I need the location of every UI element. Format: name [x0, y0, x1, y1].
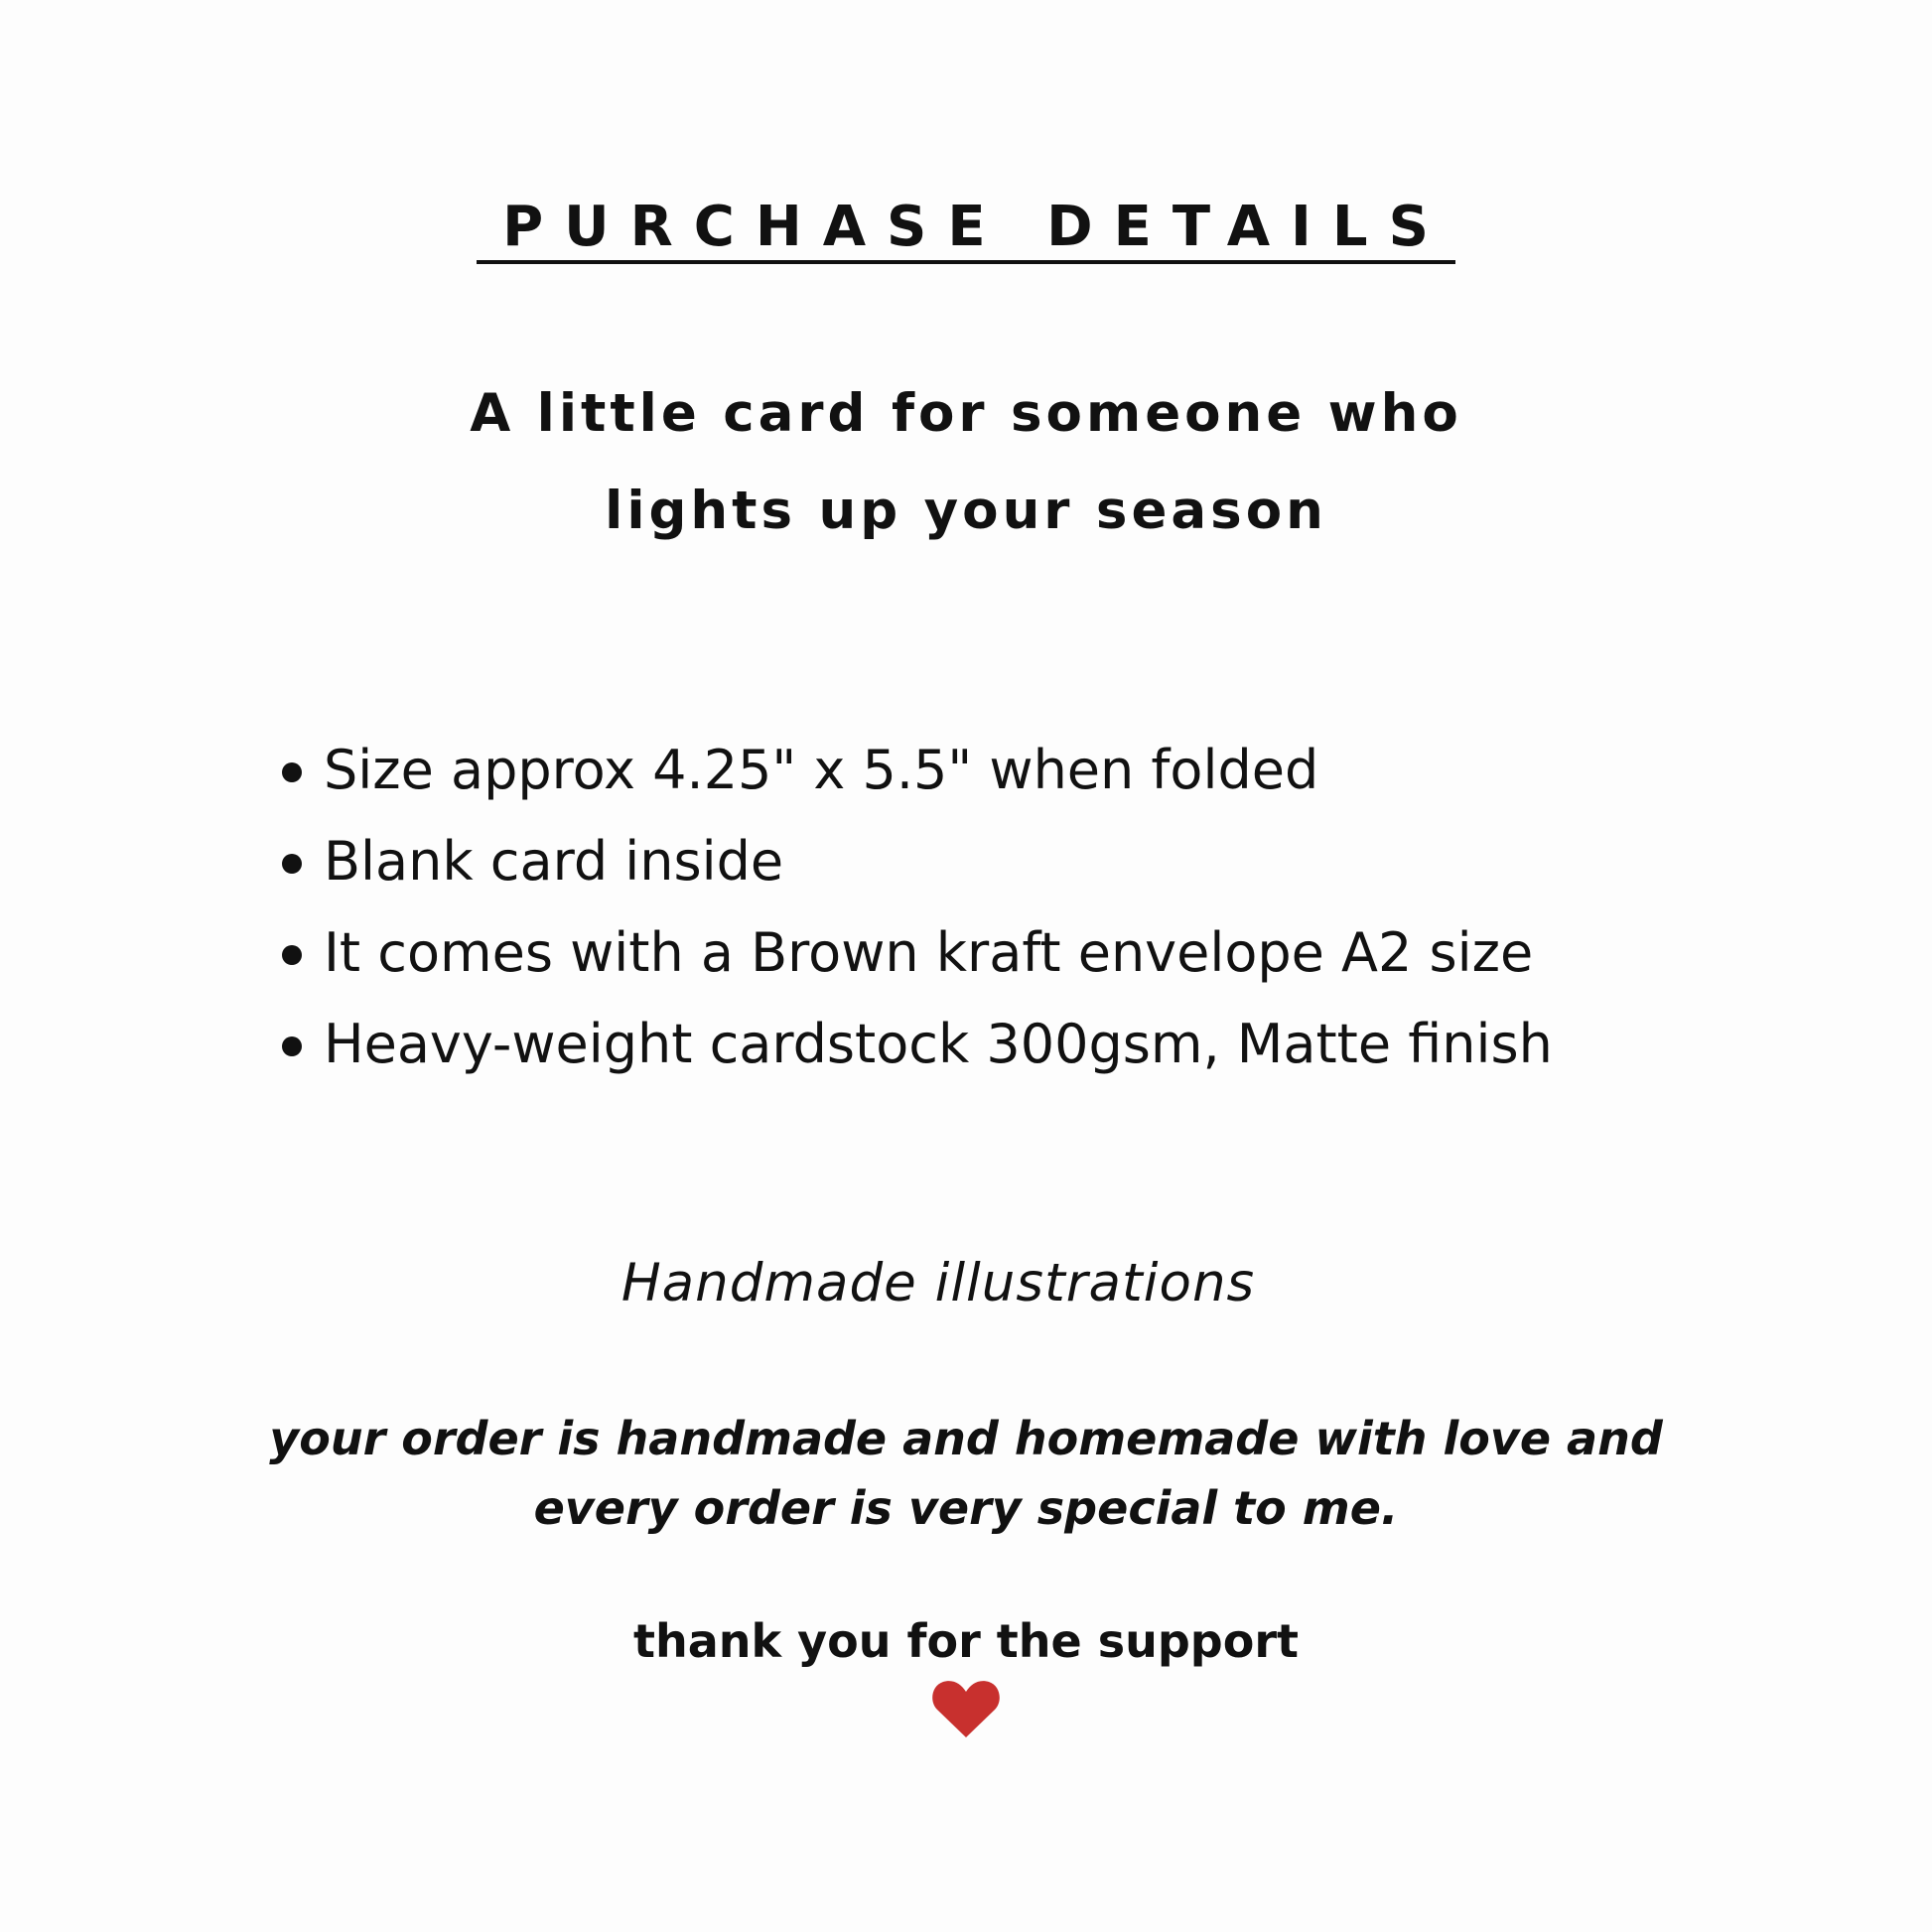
order-note-line-1: your order is handmade and homemade with love and	[269, 1412, 1663, 1465]
thanks-text: thank you for the support	[632, 1614, 1299, 1668]
bullet-icon	[282, 854, 302, 874]
page-title: PURCHASE DETAILS	[477, 195, 1455, 264]
details-list	[278, 725, 1553, 1090]
list-item	[278, 725, 1553, 816]
list-item-text: It comes with a Brown kraft envelope A2 size	[324, 921, 1534, 984]
bullet-icon	[282, 762, 302, 782]
order-note	[0, 1404, 1932, 1543]
heart-icon	[931, 1678, 1001, 1739]
subtitle	[0, 365, 1932, 560]
subtitle-line-2: lights up your season	[605, 481, 1327, 541]
handmade-label: Handmade illustrations	[621, 1253, 1256, 1313]
title-wrapper	[0, 195, 1932, 264]
list-item	[278, 999, 1553, 1090]
bullet-icon	[282, 1036, 302, 1056]
order-note-line-2: every order is very special to me.	[533, 1481, 1399, 1535]
bullet-icon	[282, 945, 302, 965]
list-item	[278, 816, 1553, 907]
list-item-text: Heavy-weight cardstock 300gsm, Matte finish	[324, 1013, 1553, 1075]
list-item-text: Size approx 4.25" x 5.5" when folded	[324, 739, 1319, 801]
subtitle-line-1: A little card for someone who	[470, 383, 1462, 444]
list-item	[278, 907, 1553, 999]
list-item-text: Blank card inside	[324, 830, 784, 893]
